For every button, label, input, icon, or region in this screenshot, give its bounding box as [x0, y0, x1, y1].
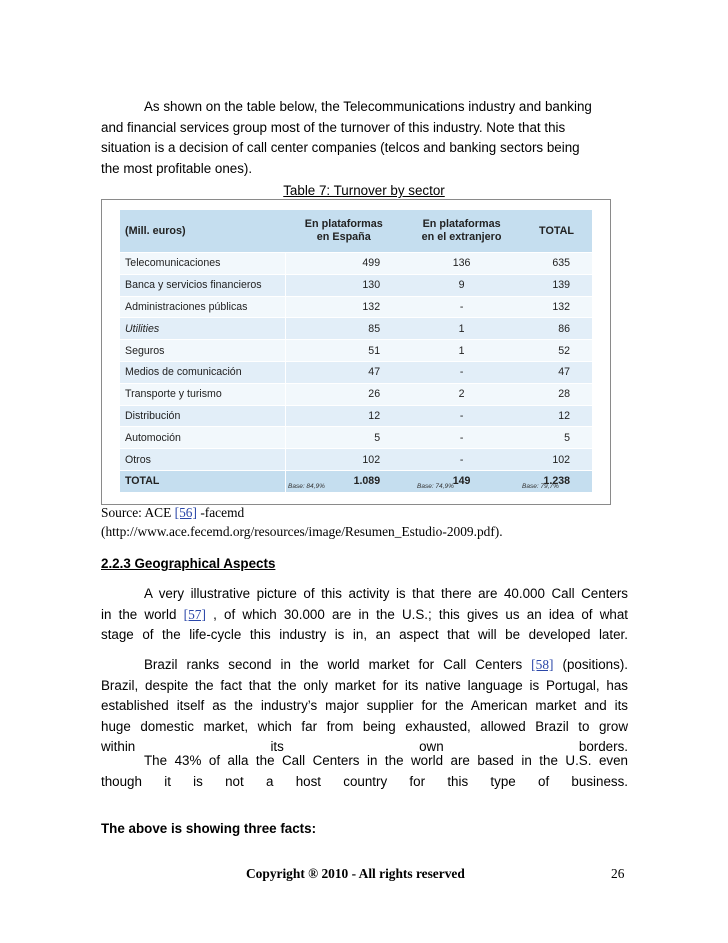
table-row — [120, 405, 592, 427]
cell-total: 635 — [521, 253, 592, 275]
paragraph-line: within its own borders. — [101, 739, 628, 755]
text-span: , of which 30.000 are in the U.S.; this gives us an idea of what — [205, 606, 628, 622]
row-label: TOTAL — [120, 470, 286, 492]
paragraph-call-centers — [101, 584, 628, 646]
cell-abroad: - — [402, 361, 521, 383]
paragraph-line — [101, 605, 628, 626]
cell-total: 1.238 — [521, 470, 592, 492]
cell-abroad: - — [402, 449, 521, 471]
column-header-total: TOTAL — [521, 210, 592, 253]
cell-spain: 85 — [286, 318, 403, 340]
table-row — [120, 449, 592, 471]
turnover-table — [120, 210, 592, 493]
intro-line: and financial services group most of the turnover of this industry. Note that this — [101, 119, 566, 135]
footer-copyright: Copyright ® 2010 - All rights reserved — [246, 866, 465, 881]
cell-spain: 1.089 — [286, 470, 403, 492]
cell-abroad: - — [402, 405, 521, 427]
cell-abroad: 9 — [402, 274, 521, 296]
table-row — [120, 274, 592, 296]
source-line — [101, 505, 244, 521]
cell-total: 102 — [521, 449, 592, 471]
cell-abroad: - — [402, 427, 521, 449]
cell-abroad: 1 — [402, 318, 521, 340]
text-span: in the world — [101, 606, 184, 622]
table-row — [120, 427, 592, 449]
text-span: (positions). — [553, 657, 628, 672]
reference-link-57[interactable]: [57] — [183, 606, 206, 622]
cell-total: 139 — [521, 274, 592, 296]
section-heading: 2.2.3 Geographical Aspects — [101, 556, 276, 571]
facts-heading: The above is showing three facts: — [101, 821, 317, 836]
paragraph-line: stage of the life-cycle this industry is in, an aspect that will be developed later. — [101, 627, 628, 643]
row-label: Transporte y turismo — [120, 383, 286, 405]
table-row — [120, 383, 592, 405]
cell-total: 28 — [521, 383, 592, 405]
table-row — [120, 296, 592, 318]
cell-spain: 132 — [286, 296, 403, 318]
source-prefix: Source: ACE — [101, 505, 175, 520]
table-row — [120, 253, 592, 275]
intro-line: As shown on the table below, the Telecommunications industry and banking — [144, 99, 592, 114]
cell-abroad: 1 — [402, 340, 521, 362]
cell-spain: 5 — [286, 427, 403, 449]
intro-line: situation is a decision of call center companies (telcos and banking sectors being — [101, 140, 580, 156]
row-label: Seguros — [120, 340, 286, 362]
row-label: Automoción — [120, 427, 286, 449]
row-label: Banca y servicios financieros — [120, 274, 286, 296]
row-label: Telecomunicaciones — [120, 253, 286, 275]
text-span: Brazil ranks second in the world market for Call Centers — [144, 657, 532, 672]
row-label: Administraciones públicas — [120, 296, 286, 318]
column-header-spain — [286, 210, 403, 253]
reference-link-56[interactable]: [56] — [174, 505, 197, 520]
table-header-row — [120, 210, 592, 253]
paragraph-line: though it is not a host country for this type of business. — [101, 773, 628, 789]
paragraph-brazil — [101, 655, 628, 758]
source-url: (http://www.ace.fecemd.org/resources/image/Resumen_Estudio-2009.pdf). — [101, 524, 503, 539]
intro-paragraph — [101, 97, 628, 179]
row-label: Otros — [120, 449, 286, 471]
page-number: 26 — [611, 866, 625, 881]
header-line: En plataformas — [304, 218, 383, 230]
cell-spain: 47 — [286, 361, 403, 383]
paragraph-line: The 43% of alla the Call Centers in the world are based in the U.S. even — [144, 753, 628, 768]
header-line: en España — [316, 231, 371, 243]
cell-abroad: 2 — [402, 383, 521, 405]
base-note-total: Base: 79,7% — [522, 483, 559, 490]
paragraph-line — [101, 655, 628, 676]
cell-total: 5 — [521, 427, 592, 449]
column-header-label: (Mill. euros) — [120, 210, 286, 253]
table-caption: Table 7: Turnover by sector — [283, 183, 445, 198]
reference-link-58[interactable]: [58] — [531, 657, 554, 672]
base-note-spain: Base: 84,9% — [288, 483, 325, 490]
row-label: Utilities — [120, 318, 286, 340]
table-row — [120, 361, 592, 383]
cell-spain: 102 — [286, 449, 403, 471]
row-label: Distribución — [120, 405, 286, 427]
paragraph-us-share — [101, 751, 628, 792]
paragraph-line: Brazil, despite the fact that the only market for its native language is Portugal, has — [101, 677, 628, 693]
cell-total: 132 — [521, 296, 592, 318]
cell-spain: 51 — [286, 340, 403, 362]
cell-abroad: - — [402, 296, 521, 318]
cell-total: 12 — [521, 405, 592, 427]
source-suffix: -facemd — [196, 505, 245, 520]
header-line: En plataformas — [422, 218, 501, 230]
cell-spain: 12 — [286, 405, 403, 427]
cell-spain: 130 — [286, 274, 403, 296]
paragraph-line: established itself as the industry’s major supplier for the American market and its — [101, 698, 628, 714]
cell-total: 52 — [521, 340, 592, 362]
cell-abroad: 136 — [402, 253, 521, 275]
cell-total: 47 — [521, 361, 592, 383]
table-row — [120, 318, 592, 340]
base-note-abroad: Base: 74,9% — [417, 483, 454, 490]
turnover-table-figure — [101, 199, 611, 505]
paragraph-line: huge domestic market, which far from being exhausted, allowed Brazil to grow — [101, 718, 628, 734]
header-line: en el extranjero — [421, 231, 502, 243]
column-header-abroad — [402, 210, 521, 253]
cell-spain: 499 — [286, 253, 403, 275]
intro-line: the most profitable ones). — [101, 160, 253, 176]
cell-abroad: 149 — [402, 470, 521, 492]
row-label: Medios de comunicación — [120, 361, 286, 383]
paragraph-line: A very illustrative picture of this activity is that there are 40.000 Call Centers — [144, 586, 628, 601]
cell-total: 86 — [521, 318, 592, 340]
cell-spain: 26 — [286, 383, 403, 405]
table-row — [120, 340, 592, 362]
